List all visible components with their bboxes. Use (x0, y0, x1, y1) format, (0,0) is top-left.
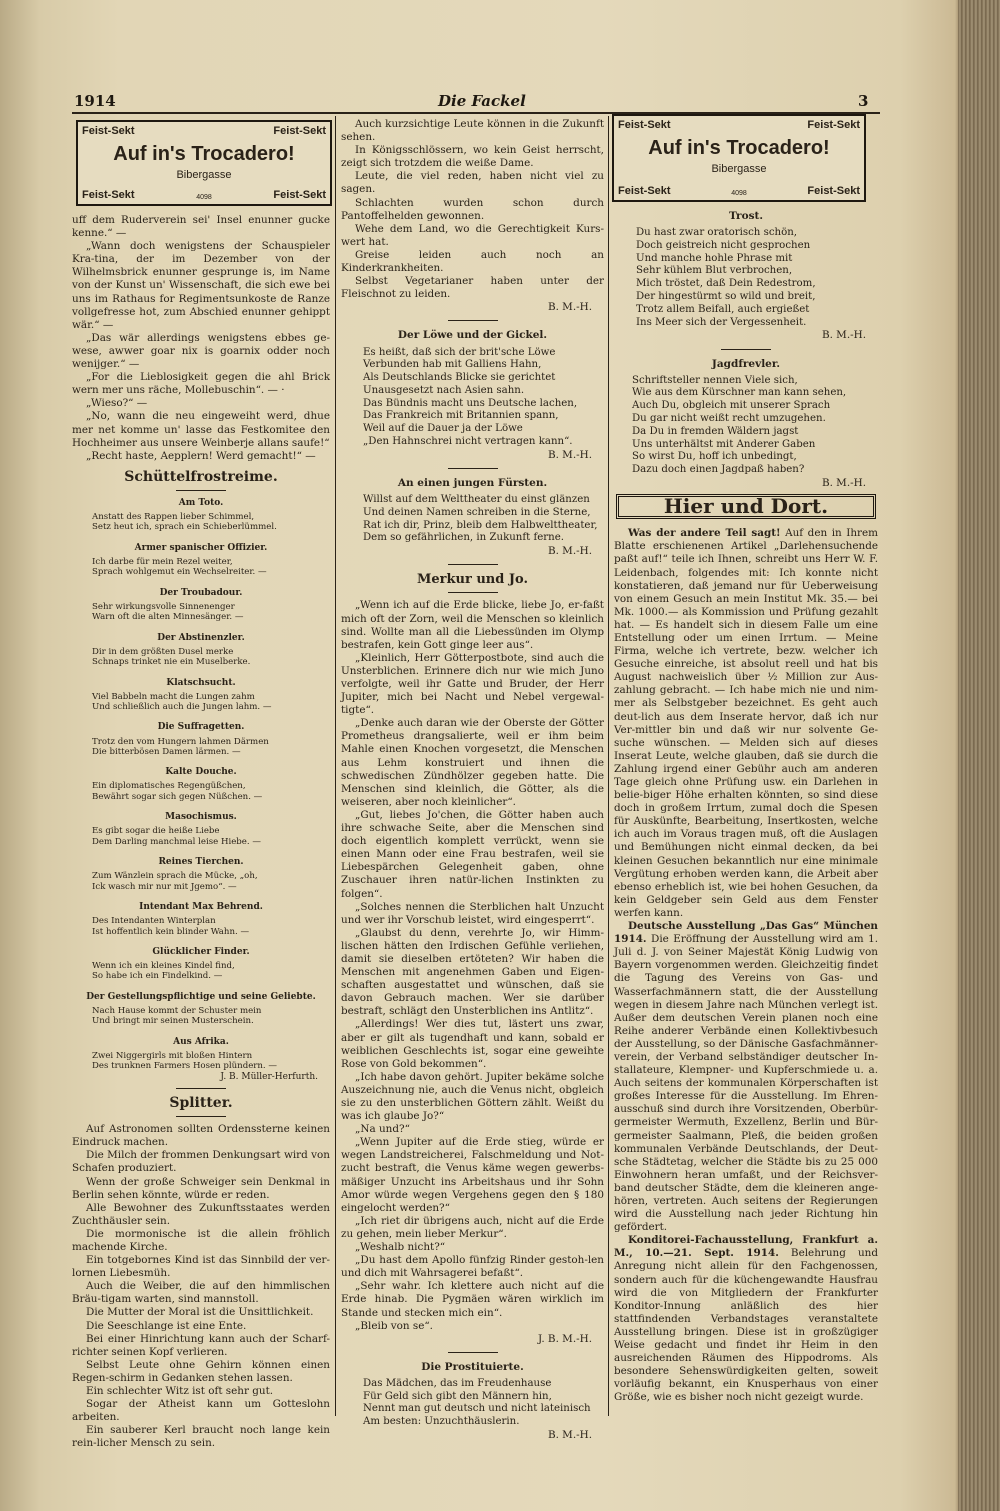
aphorism: Auch kurzsichtige Leute können in die Zukunft sehen. (341, 118, 604, 144)
paragraph: „Wenn Jupiter auf die Erde stieg, würde er wegen Landstreicherei, Falschmeldung und Not-zucht bestraft, die Venus käme wegen gewerbs-mäßiger Unzucht ins Arbeitshaus und ihr Sohn Amor würde wegen Vergehens gegen den § 180 eingelocht werden?“ (341, 1136, 604, 1214)
poem-title: Armer spanischer Offizier. (134, 542, 268, 553)
paragraph: „Kleinlich, Herr Götterpostbote, sind auch die Unsterblichen. Erinnere dich nur wie mich Juno verfolgte, weil ihr Gatte und Bruder, der Herr Jupiter, mich bei Nacht und Nebel vergewal-tigte“. (341, 651, 604, 717)
poem-line: Wie aus dem Kürschner man kann sehen, (632, 387, 847, 399)
poem-line: Und manche hohle Phrase mit (636, 252, 793, 264)
poem-line: Und bringt mir seinen Musterschein. (92, 1016, 254, 1027)
paragraph: „Bleib von se“. (355, 1319, 433, 1332)
aphorism: Sogar der Atheist kann um Gotteslohn arbeiten. (72, 1398, 330, 1424)
aphorism: Die Seeschlange ist eine Ente. (86, 1319, 247, 1332)
column-divider (608, 116, 609, 1416)
poem-title: Die Suffragetten. (157, 722, 245, 733)
poem-line: Dazu doch einen Jagdpaß haben? (632, 464, 805, 476)
poem-line: Rat ich dir, Prinz, bleib dem Halbwelttheater, (363, 519, 598, 531)
poem-line: Willst auf dem Welttheater du einst glänzen (363, 494, 590, 506)
book-spine (958, 0, 1000, 1511)
signature: J. B. M.-H. (537, 1332, 592, 1345)
paragraph: „For die Lieblosigkeit gegen die ahl Brick wern mer uns räche, Mollebuschin“. — · (72, 371, 330, 397)
poem-line: Als Deutschlands Blicke sie gerichtet (363, 372, 556, 384)
poem-title: Der Troubadour. (159, 587, 243, 598)
ad-corner-text: Feist-Sekt (618, 119, 671, 131)
aphorism: Ein schlechter Witz ist oft sehr gut. (86, 1385, 274, 1398)
signature: B. M.-H. (821, 477, 866, 490)
aphorism: Ein totgebornes Kind ist das Sinnbild der ver-lornen Liebesmüh. (72, 1254, 330, 1280)
signature: B. M.-H. (547, 448, 592, 461)
aphorism: Selbst Vegetarianer haben unter der Fleischnot zu leiden. (341, 275, 604, 301)
ad-subline: Bibergasse (176, 169, 232, 181)
signature: B. M.-H. (821, 329, 866, 342)
poem-line: Warn oft die alten Minnesänger. — (92, 612, 244, 623)
poem-line: So habe ich ein Findelkind. — (92, 971, 223, 982)
aphorism: Die Milch der frommen Denkungsart wird von Schafen produziert. (72, 1149, 330, 1175)
signature: J. B. Müller-Herfurth. (220, 1071, 318, 1082)
advertisement (76, 120, 332, 206)
poem-line: Nach Hause kommt der Schuster mein (92, 1005, 262, 1016)
column-divider (335, 116, 336, 1416)
ad-corner-text: Feist-Sekt (273, 189, 326, 201)
column-left (72, 214, 330, 1450)
poem-line: Das Frankreich mit Britannien spann, (363, 410, 559, 422)
paragraph: „Ich riet dir übrigens auch, nicht auf die Erde zu gehen, mein lieber Merkur“. (341, 1214, 604, 1240)
section-title-box: Hier und Dort. (616, 494, 876, 519)
ad-number: 4098 (196, 194, 212, 201)
poem-title: Reines Tierchen. (158, 857, 244, 868)
aphorism: Leute, die viel reden, haben nicht viel zu sagen. (341, 170, 604, 196)
paragraph-body: Belehrung und Anregung nicht allein für den Fachgenossen, sondern auch für die küchengewandte Hausfrau wird die von Mitgliedern der Frankfurter Konditor-Innung anläßlich des hier stattfindenden Verbandstages veranstaltete Ausstellung bringen. Diese ist in großzügiger Weise gedacht und findet ihr Heim in den ausreichenden Räumen des Hippodroms. Als besondere Sehenswürdigkeiten gelten, soweit vorläufig bekannt, ein Knusperhaus von einer Größe, wie es bisher noch nicht gezeigt wurde. (614, 1247, 879, 1404)
poem-line: Ich darbe für mein Rezel weiter, (92, 556, 233, 567)
signature: B. M.-H. (547, 545, 592, 558)
paragraph: „Allerdings! Wer dies tut, lästert uns zwar, aber er gilt als tugendhaft und kann, sobald er weiblichen Geschlechts ist, sogar eine geweihte Rose von Gold bekommen“. (341, 1018, 604, 1070)
poem-line: Setz heut ich, sprach ein Schieberlümmel. (92, 522, 277, 533)
poem-line: So wirst Du, hoff ich unbedingt, (632, 451, 797, 463)
poem-line: Ick wasch mir nur mit Jgemo“. — (92, 881, 237, 892)
poem-line: Und deinen Namen schreiben in die Sterne, (363, 506, 591, 518)
paragraph: „Das wär allerdings wenigstens ebbes ge-wese, awwer goar nix is goarnix odder noch wenijger.“ — (72, 331, 330, 371)
poem-line: Nennt man gut deutsch und nicht lateinisch (363, 1403, 591, 1415)
paragraph-body: Auf den in Ihrem Blatte erschienenen Artikel „Darlehensuchende paßt auf!“ teile ich Ihnen, schreibt uns Herr W. F. Leidenbach, folgendes mit: Ich konnte nicht konstatieren, daß jemand nur für Ueberweisung von einem Gesuch an mein Institut Mk. 35.— bei Mk. 1000.— als Kommission und Prüfung gezahlt hat. — Es handelt sich in diesem Falle um eine Entstellung oder um einen Irrtum. — Meine Firma, welche ich vertrete, bezw. welcher ich Gesuche einreiche, ist absolut reell und hat bis August nachweislich über ½ Million zur Aus-zahlung gebracht. — Ich habe mich nie und nim-mer als Selbstgeber bezeichnet. Es geht auch deut-lich aus dem Inserate hervor, daß ich nur Ver-mittler bin und daß wir nur solvente Ge-suche wünschen. — Melden sich auf dieses Inserat Leute, welche glauben, daß sie durch die Zahlung irgend einer Gebühr auch am anderen Tage gleich ohne Prüfung usw. ein Darlehen in belie-biger Höhe erhalten könnten, so sind diese doch in großem Irrtum, zumal doch die Spesen für Auskünfte, Bearbeitung, Insertkosten, welche ich auch im Voraus tragen muß, oft die Auslagen und Bemühungen nicht einmal decken, da bei kleinen Gesuchen bekanntlich nur eine minimale Vergütung erhoben werden kann, die Arbeit aber ebenso erheblich ist, wie bei hohen Gesuchen, da kein Geldgeber sein Geld aus dem Fenster werfen kann. (614, 527, 879, 919)
divider (176, 1116, 226, 1117)
poem-line: Doch geistreich nicht gesprochen (636, 239, 811, 251)
advertisement (612, 114, 866, 202)
poem-line: Es heißt, daß sich der brit'sche Löwe (363, 346, 556, 358)
poem-line: Dir in dem größten Dusel merke (92, 646, 234, 657)
poem-heading: Trost. (728, 210, 763, 222)
paragraph-lead: Was der andere Teil sagt! (628, 527, 781, 540)
divider (721, 349, 771, 350)
aphorism: Wenn der große Schweiger sein Denkmal in Berlin sehen könnte, würde er reden. (72, 1175, 330, 1201)
poem-heading: An einen jungen Fürsten. (397, 476, 548, 489)
ad-corner-text: Feist-Sekt (807, 185, 860, 197)
paragraph: „Solches nennen die Sterblichen halt Unzucht und wer ihr Vorschub leistet, wird eingesperrt“. (341, 900, 604, 926)
poem-heading: Jagdfrevler. (711, 357, 781, 370)
section-heading: Splitter. (169, 1095, 233, 1112)
poem-line: Sehr kühlem Blut verbrochen, (636, 265, 793, 277)
poem-line: „Den Hahnschrei nicht vertragen kann“. (363, 436, 573, 448)
aphorism: Ein sauberer Kerl braucht noch lange kein rein-licher Mensch zu sein. (72, 1424, 330, 1450)
poem-title: Kalte Douche. (165, 767, 237, 778)
poem-title: Masochismus. (165, 812, 237, 823)
section-heading: Merkur und Jo. (417, 572, 528, 588)
divider (176, 490, 226, 491)
poem-title: Klatschsucht. (166, 677, 236, 688)
poem-title: Am Toto. (178, 497, 224, 508)
header-page-number: 3 (858, 92, 869, 110)
paragraph: „Sehr wahr. Ich klettere auch nicht auf die Erde hinab. Die Pygmäen wären wirklich im Stande und stecken mich ein“. (341, 1280, 604, 1319)
aphorism: Schlachten wurden schon durch Pantoffelhelden gewonnen. (341, 196, 604, 222)
poem-line: Du hast zwar oratorisch schön, (636, 227, 798, 239)
paragraph-body: Die Eröffnung der Ausstellung wird am 1. Juli d. J. von Seiner Majestät König Ludwig von Bayern vorgenommen werden. Gleichzeitig findet die Tagung des Vereins von Gas- und Wasserfachmännern statt, die der Ausstellung wegen in diesem Jahre nach München verlegt ist. Außer dem deutschen Verein planen noch eine Reihe anderer Verbände einen Kollektivbesuch der Ausstellung, so der Dänische Gasfachmänner-verein, der Verband selbständiger deutscher In-stallateure, Klempner- und Kupferschmiede u. a. Auch seitens der kommunalen Körperschaften ist großes Interesse für die Ausstellung. Im Ehren-ausschuß sind durch ihre Vorsitzenden, Oberbür-germeister Wermuth, Exzellenz, Berlin und Bür-germeister Saalmann, Pleß, die beiden großen kommunalen Verbände Deutschlands, der Deut-sche Städtetag, welcher die Städte bis zu 25 000 Einwohnern heran umfaßt, und der Reichsver-band deutscher Städte, dem die kleineren ange-hören, vertreten. Auch seitens der Regierungen wird die Ausstellung nach jeder Richtung hin gefördert. (614, 933, 878, 1234)
poem-line: Sehr wirkungsvolle Sinnenenger (92, 601, 235, 612)
divider (448, 592, 498, 593)
poem-line: Die bitterbösen Damen lärmen. — (92, 746, 241, 757)
paragraph: uff dem Ruderverein sei' Insel enunner gucke kenne.“ — (72, 214, 330, 240)
ad-headline: Auf in's Trocadero! (648, 137, 830, 159)
ad-subline: Bibergasse (711, 163, 767, 175)
ad-corner-text: Feist-Sekt (82, 189, 135, 201)
aphorism: Greise leiden auch noch an Kinderkrankheiten. (341, 248, 604, 275)
poem-line: Weil auf die Dauer ja der Löwe (363, 423, 523, 435)
poem-line: Am besten: Unzuchthäuslerin. (363, 1416, 520, 1428)
signature: B. M.-H. (547, 1429, 592, 1442)
aphorism: Auch die Weiber, die auf den himmlischen Bräu-tigam warten, sind mannstoll. (72, 1280, 330, 1306)
poem-title: Glücklicher Finder. (152, 946, 250, 957)
aphorism-list (72, 1123, 330, 1450)
poem-line: Ins Meer sich der Vergessenheit. (636, 316, 807, 328)
poem-line: Des Intendanten Winterplan (92, 916, 216, 927)
section-heading: Schüttelfrostreime. (124, 468, 278, 485)
paragraph-lead: Konditorei-Fachausstellung, Frankfurt a. M., 10.—21. Sept. 1914. (614, 1234, 878, 1260)
ad-corner-text: Feist-Sekt (82, 125, 135, 137)
aphorism: Auf Astronomen sollten Ordenssterne keinen Eindruck machen. (72, 1123, 330, 1149)
poem-title: Intendant Max Behrend. (139, 902, 263, 913)
poem-line: Trotz den vom Hungern lahmen Därmen (92, 736, 269, 747)
ad-corner-text: Feist-Sekt (618, 185, 671, 197)
poem-line: Ist hoffentlich kein blinder Wahn. — (92, 926, 250, 937)
poem-line: Viel Babbeln macht die Lungen zahm (92, 691, 255, 702)
divider (448, 1352, 498, 1353)
paragraph: „Recht haste, Aepplern! Werd gemacht!“ — (86, 449, 316, 462)
poem-line: Sprach wohlgemut ein Wechselreiter. — (92, 567, 267, 578)
poem-line: Da Du in fremden Wäldern jagst (632, 425, 799, 437)
poem-line: Es gibt sogar die heiße Liebe (92, 826, 220, 837)
poem-line: Der hingestürmt so wild und breit, (636, 291, 816, 303)
poem-line: Trotz allem Beifall, auch ergießet (636, 303, 810, 315)
poem-line: Unausgesetzt nach Asien sahn. (363, 384, 525, 396)
aphorism: Alle Bewohner des Zukunftsstaates werden Zuchthäusler sein. (72, 1201, 330, 1227)
paragraph: „Na und?“ (355, 1123, 410, 1136)
poem-line: Mich tröstet, daß Dein Redestrom, (636, 278, 816, 290)
column-right (614, 206, 878, 1416)
paragraph: „Glaubst du denn, verehrte Jo, wir Himm-lischen hätten den Irdischen Gefühle verliehen, damit sie dieselben ertöteten? Wir haben die Menschen mit angenehmen Gaben und Eigen-schaften ausgestattet und wünschen, daß sie davon Gebrauch machen. Wer sie darüber bestraft, schlägt den Unsterblichen ins Antlitz“. (341, 926, 604, 1018)
paragraph: „Ich habe davon gehört. Jupiter bekäme solche Auszeichnung nie, auch die Venus nicht, obgleich sie zu den unsterblichen Göttern zählt. Weißt du was ich glaube Jo?“ (341, 1070, 604, 1123)
poem-heading: Der Löwe und der Gickel. (397, 329, 548, 342)
paragraph-lead: Deutsche Ausstellung „Das Gas“ München 1914. (614, 920, 878, 946)
divider (176, 1088, 226, 1089)
header-year: 1914 (74, 92, 116, 110)
poem-line: Ein diplomatisches Regengüßchen, (92, 781, 246, 792)
poem-line: Wenn ich ein kleines Kindel find, (92, 961, 235, 972)
poem-line: Schnaps trinket nie ein Muselberke. (92, 657, 251, 668)
poem-title: Aus Afrika. (173, 1036, 229, 1047)
poem-title: Der Gestellungspflichtige und seine Geliebte. (86, 991, 316, 1002)
poem-line: Bewährt sogar sich gegen Nüßchen. — (92, 791, 263, 802)
poem-line: Auch Du, obgleich mit unserer Sprach (632, 400, 831, 412)
ad-number: 4098 (731, 190, 747, 197)
poem-line: Verbunden hab mit Galliens Hahn, (363, 359, 542, 371)
paragraph (614, 1234, 878, 1404)
divider (448, 320, 498, 321)
ad-headline: Auf in's Trocadero! (113, 143, 295, 165)
poem-line: Zum Wänzlein sprach die Mücke, „oh, (92, 871, 258, 882)
paragraph (614, 920, 878, 1234)
ad-corner-text: Feist-Sekt (807, 119, 860, 131)
aphorism: In Königsschlössern, wo kein Geist herrscht, zeigt sich trotzdem die weiße Dame. (341, 144, 604, 170)
paragraph (614, 527, 878, 920)
poem-line: Zwei Niggergirls mit bloßen Hintern (92, 1050, 253, 1061)
poem-title: Der Abstinenzler. (157, 632, 245, 643)
paragraph: „Gut, liebes Jo'chen, die Götter haben auch ihre schwache Seite, aber die Menschen sind doch eigentlich komplett verrückt, wenn sie einen Mann oder eine Frau bestrafen, weil sie Liebespärchen Gelegenheit gaben, ohne Zuschauer ihren natür-lichen Instinkten zu folgen“. (341, 808, 604, 900)
divider (448, 564, 498, 565)
divider (448, 468, 498, 469)
paragraph: „Wenn ich auf die Erde blicke, liebe Jo, er-faßt mich oft der Zorn, weil die Menschen so kleinlich sind. Wollte man all die Liebessünden im Olymp bestrafen, kein Gott ginge leer aus“. (341, 599, 604, 651)
poem-line: Für Geld sich gibt den Männern hin, (363, 1390, 552, 1402)
paragraph: „Weshalb nicht?“ (355, 1241, 446, 1254)
poem-line: Dem so gefährlichen, in Zukunft ferne. (363, 532, 564, 544)
paragraph: „Denke auch daran wie der Oberste der Götter Prometheus drangsalierte, weil er ihm beim Mahle einen Knochen vorgesetzt, die Menschen aus Lehm konstruiert und ihnen die schwedischen Zündhölzer gegeben hatte. Die Menschen sind kleinlich, die Götter, als die weiseren, aber noch kleinlicher“. (341, 717, 604, 808)
poem-line: Und schließlich auch die Jungen lahm. — (92, 702, 272, 712)
column-middle (341, 118, 604, 1442)
poem-heading: Die Prostituierte. (421, 1360, 524, 1373)
aphorism: Bei einer Hinrichtung kann auch der Scharf-richter seinen Kopf verlieren. (72, 1332, 330, 1358)
paragraph: „Wann doch wenigstens der Schauspieler Kra-tina, der im Dezember von der Wilhelmsbrick enunner gesprunge is, im Name von der Kunst un' Wissenschaft, die sich ewe bei uns im Rathaus for Regimentsunkoste de Ranze vollgefresse hot, zum Abschied enunner gehippt wär.“ — (72, 240, 330, 331)
header-title: Die Fackel (438, 92, 526, 110)
aphorism: Die mormonische ist die allein fröhlich machende Kirche. (72, 1227, 330, 1253)
poem-line: Uns unterhältst mit Anderer Gaben (632, 438, 816, 450)
aphorism: Die Mutter der Moral ist die Unsittlichkeit. (86, 1306, 314, 1319)
poem-line: Anstatt des Rappen lieber Schimmel, (92, 511, 255, 522)
aphorism: Selbst Leute ohne Gehirn können einen Regen-schirm in Gedanken stehen lassen. (72, 1358, 330, 1384)
paragraph: „Wieso?“ — (86, 397, 148, 410)
signature: B. M.-H. (547, 301, 592, 314)
poem-line: Das Mädchen, das im Freudenhause (363, 1377, 552, 1389)
poem-line: Des trunknen Farmers Hosen plündern. — (92, 1061, 277, 1072)
paragraph: „Du hast dem Apollo fünfzig Rinder gestoh-len und dich mit Wahrsagerei befaßt“. (341, 1254, 604, 1280)
poem-line: Dem Darling manchmal leise Hiebe. — (92, 836, 261, 847)
paragraph: „No, wann die neu eingeweiht werd, dhue mer net komme un' lasse das Festkomitee den Hochheimer aus unsere Weinberje allans saufe!“ (72, 410, 330, 449)
poem-line: Das Bündnis macht uns Deutsche lachen, (363, 397, 578, 409)
poem-line: Du gar nicht weißt recht umzugehen. (632, 413, 826, 425)
aphorism: Wehe dem Land, wo die Gerechtigkeit Kurs-wert hat. (341, 222, 604, 248)
poem-line: Schriftsteller nennen Viele sich, (632, 374, 798, 386)
ad-corner-text: Feist-Sekt (273, 125, 326, 137)
aphorism-list (341, 118, 604, 301)
